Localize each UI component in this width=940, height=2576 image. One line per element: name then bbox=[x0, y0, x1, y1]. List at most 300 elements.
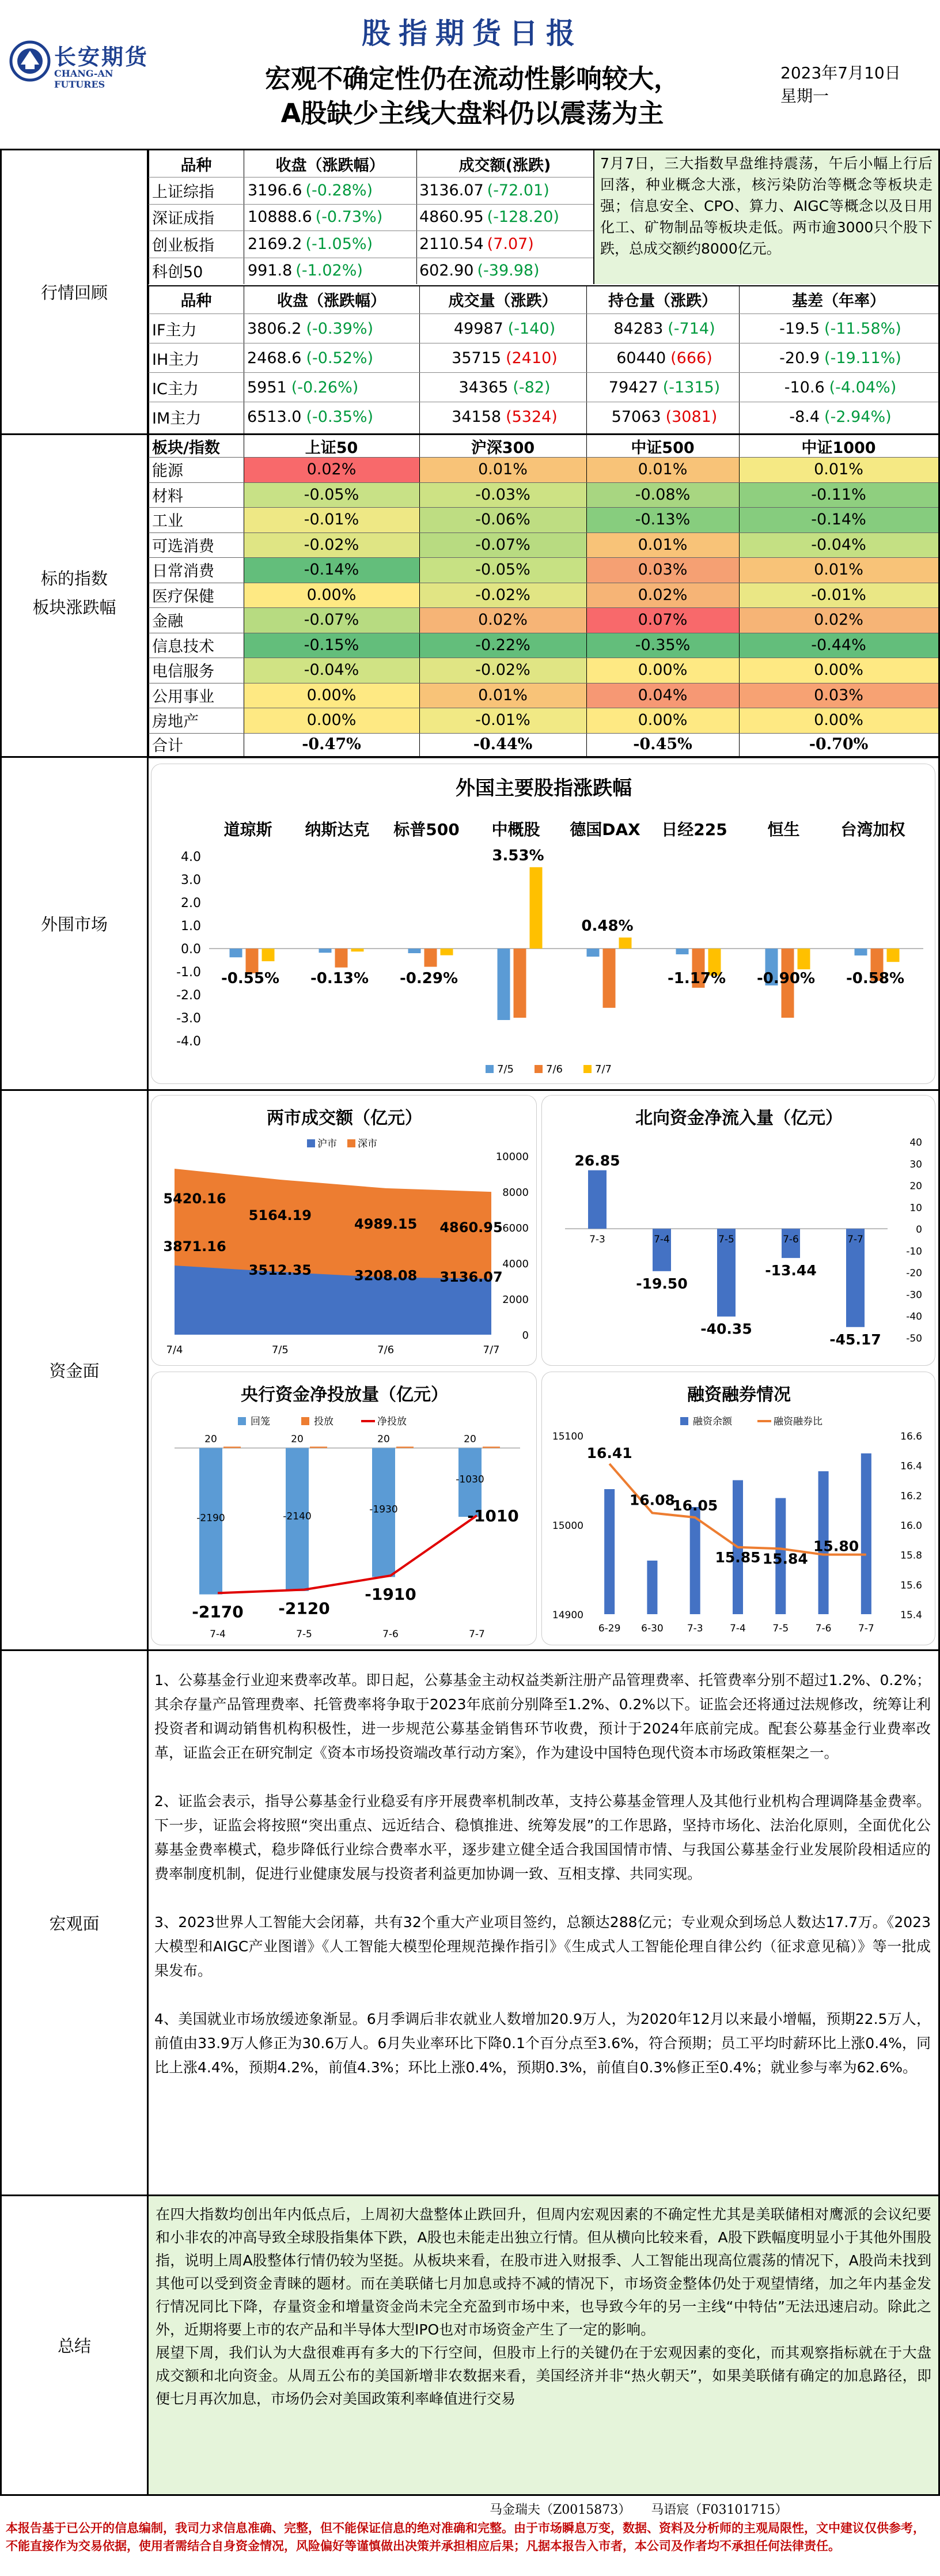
fut-val: -8.4 bbox=[789, 407, 820, 426]
sector-header: 沪深300 bbox=[471, 439, 535, 457]
macro-item-2: 2、证监会表示，指导公募基金行业稳妥有序开展费率机制改革，支持公募基金管理人及其他行业机构合理调降基金费率。下一步，证监会将按照“突出重点、远近结合、稳慎推进、统筹发展”的工作思路，坚持市场化、法治化原则，全面优化公募基金费率模式，稳步降低行业综合费率水平，逐步建立健全适合我国国情市情、与我国公募基金行业发展阶段相适应的费率制度机制，促进行业健康发展与投资者利益更加协调一致、互相支撑、共同实现。 bbox=[154, 1793, 931, 1882]
pb-ret-label: -2140 bbox=[283, 1510, 312, 1523]
sector-cell: 0.00% bbox=[244, 683, 419, 708]
nb-ytick: -40 bbox=[906, 1311, 922, 1323]
mg-bar bbox=[861, 1453, 871, 1614]
nb-ytick: -20 bbox=[906, 1267, 922, 1279]
grid-h bbox=[149, 457, 938, 458]
fut-header: 基差（年率） bbox=[792, 292, 885, 310]
fut-chg: (2410) bbox=[506, 349, 558, 367]
ov-bar bbox=[408, 949, 421, 953]
mg-ytick-right: 16.4 bbox=[900, 1460, 922, 1472]
spot-close-chg: (-0.28%) bbox=[305, 181, 373, 199]
turnover-chart bbox=[151, 1095, 537, 1366]
nb-ytick: -10 bbox=[906, 1245, 922, 1257]
to-ytick: 10000 bbox=[495, 1151, 529, 1163]
fut-chg: (-0.39%) bbox=[306, 319, 374, 338]
sector-name: 日常消费 bbox=[152, 562, 214, 581]
ov-legend-swatch bbox=[583, 1065, 592, 1073]
to-legend-swatch bbox=[307, 1139, 315, 1147]
to-label-sz: 4989.15 bbox=[354, 1215, 418, 1232]
sector-cell: 0.00% bbox=[586, 658, 739, 683]
sector-cell: 0.04% bbox=[586, 683, 739, 708]
spot-name: 创业板指 bbox=[152, 236, 214, 255]
spot-amt-chg: (7.07) bbox=[487, 235, 534, 253]
pb-net-label: -2170 bbox=[192, 1602, 244, 1622]
pb-legend-swatch bbox=[238, 1417, 246, 1425]
spot-h-2: 成交额(涨跌) bbox=[458, 156, 551, 175]
sector-total: -0.47% bbox=[302, 735, 361, 753]
mg-label: 16.05 bbox=[672, 1497, 718, 1514]
grid-v bbox=[419, 285, 420, 433]
ov-bar bbox=[441, 949, 453, 955]
summary-para-2: 展望下周，我们认为大盘很难再有多大的下行空间，但股市上行的关键仍在于宏观因素的变化，而其观察指标就在于大盘成交额和北向资金。从周五公布的美国新增非农数据来看，美国经济并非“热火朝天”，如果美联储有确定的加息路径，即便七月再次加息，市场仍会对美国政策利率峰值进行交易 bbox=[156, 2344, 931, 2407]
fut-val: 34158 bbox=[452, 407, 502, 426]
sector-cell: 0.01% bbox=[586, 532, 739, 558]
pboc-chart-title: 央行资金净投放量（亿元） bbox=[241, 1385, 448, 1405]
fut-cell bbox=[247, 343, 419, 372]
ov-legend-swatch bbox=[486, 1065, 494, 1073]
label-funds: 资金面 bbox=[49, 1361, 100, 1381]
fut-val: 34365 bbox=[458, 378, 509, 396]
mg-xtick: 7-7 bbox=[858, 1623, 874, 1634]
grid-h bbox=[149, 507, 938, 508]
nb-ytick: -50 bbox=[906, 1333, 922, 1344]
fut-cell bbox=[423, 343, 586, 372]
fut-val: -10.6 bbox=[784, 378, 825, 396]
ov-legend-swatch bbox=[535, 1065, 543, 1073]
logo-en: CHANG-AN FUTURES bbox=[54, 68, 113, 90]
fut-val: 49987 bbox=[453, 319, 503, 338]
turnover-chart-plot bbox=[151, 1096, 537, 1366]
ov-label: 3.53% bbox=[492, 847, 544, 864]
sector-cell: -0.01% bbox=[244, 507, 419, 532]
mg-label: 15.80 bbox=[813, 1538, 859, 1555]
mg-ytick-right: 16.0 bbox=[900, 1520, 922, 1532]
sector-cell: -0.14% bbox=[244, 557, 419, 583]
label-summary: 总结 bbox=[57, 2336, 91, 2356]
ov-ytick: 0.0 bbox=[181, 942, 201, 957]
sector-cell: -0.08% bbox=[586, 482, 739, 508]
grid-v bbox=[739, 285, 740, 433]
sector-cell: 0.00% bbox=[244, 708, 419, 733]
fut-name: IH主力 bbox=[152, 350, 200, 369]
spot-amt-val: 3136.07 bbox=[419, 181, 484, 199]
sector-cell: 0.00% bbox=[739, 708, 938, 733]
grid-h bbox=[149, 313, 938, 314]
macro-item-1: 1、公募基金行业迎来费率改革。即日起，公募基金主动权益类新注册产品管理费率、托管费率分别不超过1.2%、0.2%；其余存量产品管理费率、托管费率将争取于2023年底前分别降至1.2%、0.2%以下。证监会还将通过法规修改，统筹让利投资者和调动销售机构积极性，进一步规范公募基金销售环节收费，预计于2024年底前完成。配套公募基金行业费率改革，证监会正在研究制定《资本市场投资端改革行动方案》，作为建设中国特色现代资本市场政策框架之一。 bbox=[154, 1672, 931, 1761]
fut-chg: (-140) bbox=[507, 319, 556, 338]
spot-h-0: 品种 bbox=[180, 156, 212, 175]
sector-cell: -0.02% bbox=[244, 532, 419, 558]
sector-name: 材料 bbox=[152, 487, 183, 505]
authors: 马金瑞夫（Z0015873） 马语宸（F03101715） bbox=[490, 2503, 788, 2517]
fut-cell bbox=[247, 402, 419, 431]
fut-chg: (-0.52%) bbox=[306, 349, 374, 367]
spot-name: 科创50 bbox=[152, 263, 203, 281]
fut-chg: (3081) bbox=[665, 407, 718, 426]
sector-cell: -0.22% bbox=[419, 633, 586, 658]
ov-label: -0.90% bbox=[757, 970, 815, 987]
fut-cell bbox=[742, 373, 938, 402]
mg-label: 15.84 bbox=[762, 1550, 808, 1567]
ov-bar bbox=[676, 949, 689, 954]
fut-header: 成交量（涨跌） bbox=[448, 292, 558, 310]
fut-cell bbox=[423, 402, 586, 431]
nb-label: -45.17 bbox=[829, 1331, 881, 1348]
headline-2: A股缺少主线大盘料仍以震荡为主 bbox=[281, 98, 664, 129]
ov-label: -0.58% bbox=[846, 970, 904, 987]
fut-val: 6513.0 bbox=[247, 407, 302, 426]
sector-cell: -0.03% bbox=[419, 482, 586, 508]
to-label-sh: 3871.16 bbox=[163, 1238, 226, 1255]
sector-cell: -0.01% bbox=[739, 583, 938, 608]
sector-header: 板块/指数 bbox=[152, 439, 220, 457]
sector-cell: 0.01% bbox=[586, 457, 739, 482]
fut-val: -20.9 bbox=[779, 349, 820, 367]
report-weekday: 星期一 bbox=[780, 86, 829, 105]
pb-xtick: 7-5 bbox=[296, 1629, 312, 1640]
pb-legend: 净投放 bbox=[377, 1416, 407, 1427]
ov-ytick: 2.0 bbox=[181, 896, 201, 911]
header bbox=[0, 0, 940, 131]
mg-xtick: 6-29 bbox=[598, 1623, 621, 1634]
spot-amt-val: 4860.95 bbox=[419, 208, 484, 226]
spot-close-chg: (-1.02%) bbox=[295, 262, 363, 279]
fut-cell bbox=[742, 314, 938, 343]
spot-close bbox=[248, 204, 418, 231]
fut-name: IM主力 bbox=[152, 409, 202, 428]
pb-xtick: 7-4 bbox=[210, 1629, 226, 1640]
macro-item-4: 4、美国就业市场放缓迹象渐显。6月季调后非农就业人数增加20.9万人，为2020年12月以来最小增幅，预期22.5万人，前值由33.9万人修正为30.6万人。6月失业率环比下降0.1个百分点至3.6%，符合预期；员工平均时薪环比上涨0.4%，同比上涨4.4%，预期4.2%，前值4.3%；环比上涨0.4%，预期0.3%，前值自0.3%修正至0.4%；就业参与率为62.6%。 bbox=[154, 2011, 931, 2076]
sector-cell: -0.13% bbox=[586, 507, 739, 532]
mg-xtick: 7-4 bbox=[730, 1623, 746, 1634]
mg-ytick-right: 16.2 bbox=[900, 1490, 922, 1502]
sector-name: 信息技术 bbox=[152, 637, 214, 656]
sector-cell: 0.01% bbox=[419, 457, 586, 482]
pb-net-label: -1010 bbox=[467, 1506, 519, 1525]
grid-v bbox=[586, 285, 587, 433]
fut-name: IC主力 bbox=[152, 380, 199, 398]
ov-label: -0.55% bbox=[221, 970, 279, 987]
sector-cell: -0.02% bbox=[419, 583, 586, 608]
mg-ytick-right: 15.6 bbox=[900, 1580, 922, 1592]
mg-bar bbox=[604, 1489, 615, 1614]
ov-category: 日经225 bbox=[661, 820, 727, 839]
sector-name: 能源 bbox=[152, 462, 183, 481]
sector-total: -0.70% bbox=[809, 735, 869, 753]
margin-chart-title: 融资融券情况 bbox=[687, 1385, 791, 1405]
ov-category: 恒生 bbox=[767, 820, 800, 839]
ov-bar bbox=[530, 867, 543, 949]
pb-inj-label: 20 bbox=[377, 1433, 390, 1445]
label-sector-2: 板块涨跌幅 bbox=[32, 598, 116, 617]
sector-cell: -0.01% bbox=[419, 708, 586, 733]
nb-ytick: 10 bbox=[909, 1202, 922, 1214]
pb-bar-inject bbox=[396, 1446, 414, 1448]
fut-cell bbox=[423, 373, 586, 402]
grid-h bbox=[149, 733, 938, 734]
ov-category: 德国DAX bbox=[570, 820, 640, 839]
fut-header: 收盘（涨跌幅） bbox=[277, 292, 386, 310]
sector-cell: 0.01% bbox=[739, 557, 938, 583]
to-label-sh: 3208.08 bbox=[354, 1267, 418, 1284]
sector-cell: -0.06% bbox=[419, 507, 586, 532]
grid-h bbox=[149, 285, 938, 286]
pb-ret-label: -2190 bbox=[196, 1512, 225, 1524]
ov-ytick: -2.0 bbox=[176, 988, 201, 1003]
ov-ytick: -4.0 bbox=[176, 1034, 201, 1049]
mg-xtick: 6-30 bbox=[641, 1623, 664, 1634]
spot-close-val: 2169.2 bbox=[248, 235, 302, 253]
nb-bar bbox=[588, 1170, 607, 1229]
to-ytick: 6000 bbox=[502, 1222, 529, 1234]
nb-ytick: -30 bbox=[906, 1289, 922, 1301]
ov-bar bbox=[262, 949, 275, 961]
to-label-sz: 5164.19 bbox=[248, 1207, 312, 1224]
macro-item-3: 3、2023世界人工智能大会闭幕，共有32个重大产业项目签约，总额达288亿元；专业观众到场总人数达17.7万。《2023大模型和AIGC产业图谱》《人工智能大模型伦理规范操作指引》《生成式人工智能伦理自律公约（征求意见稿）》等一批成果发布。 bbox=[154, 1914, 931, 1979]
fut-val: 79427 bbox=[608, 378, 658, 396]
label-market-review: 行情回顾 bbox=[40, 282, 108, 303]
pb-inj-label: 20 bbox=[204, 1433, 217, 1445]
nb-label: -40.35 bbox=[700, 1320, 752, 1338]
fut-cell bbox=[590, 314, 739, 343]
fut-cell bbox=[423, 314, 586, 343]
to-label-sh: 3136.07 bbox=[439, 1268, 503, 1285]
sector-cell: 0.00% bbox=[586, 708, 739, 733]
sector-name: 房地产 bbox=[152, 713, 199, 731]
nb-ytick: 30 bbox=[909, 1158, 922, 1170]
mg-ytick-right: 16.6 bbox=[900, 1431, 922, 1442]
to-label-sz: 4860.95 bbox=[439, 1219, 503, 1236]
fut-val: -19.5 bbox=[779, 319, 820, 338]
nb-xtick: 7-6 bbox=[783, 1234, 799, 1246]
north-chart-title: 北向资金净流入量（亿元） bbox=[635, 1108, 843, 1128]
sector-cell: 0.02% bbox=[419, 607, 586, 633]
sector-cell: 0.03% bbox=[739, 683, 938, 708]
sector-cell: 0.02% bbox=[586, 583, 739, 608]
nb-xtick: 7-7 bbox=[847, 1234, 863, 1246]
spot-close-val: 991.8 bbox=[248, 262, 293, 279]
turnover-chart-title: 两市成交额（亿元） bbox=[267, 1108, 422, 1128]
fut-chg: (-4.04%) bbox=[829, 378, 897, 396]
commentary-text: 7月7日，三大指数早盘维持震荡，午后小幅上行后回落，种业概念大涨，核污染防治等概念等板块走强；信息安全、CPO、算力、AIGC等概念以及日用化工、矿物制品等板块走低。两市逾3000只个股下跌，总成交额约8000亿元。 bbox=[600, 155, 933, 257]
logo-cn: 长安期货 bbox=[54, 44, 149, 70]
north-chart bbox=[541, 1095, 935, 1366]
ov-legend: 7/6 bbox=[546, 1063, 563, 1075]
summary-para-1: 在四大指数均创出年内低点后，上周初大盘整体止跌回升，但周内宏观因素的不确定性尤其是美联储相对鹰派的会议纪要和小非农的冲高导致全球股指集体下跌，A股也未能走出独立行情。但从横向比较来看，A股下跌幅度明显小于其他外围股指，说明上周A股整体行情仍较为坚挺。从板块来看，在股市进入财报季、人工智能出现高位震荡的情况下，A股尚未找到其他可以受到资金青睐的题材。而在美联储七月加息或持不减的情况下，市场资金整体仍处于观望情绪，加之年内基金发行情况同比下降，存量资金和增量资金尚未完全充盈到市场中来，也导致今年的另一主线“中特估”无法迅速启动。除此之外，近期将要上市的农产品和半导体大型IPO也对市场资金产生了一定的影响。 bbox=[156, 2206, 931, 2338]
sector-cell: 0.01% bbox=[739, 457, 938, 482]
mg-legend: 融资余额 bbox=[693, 1416, 732, 1427]
grid-h bbox=[149, 372, 938, 373]
nb-xtick: 7-4 bbox=[654, 1234, 670, 1246]
nb-ytick: 20 bbox=[909, 1180, 922, 1192]
north-chart-plot bbox=[542, 1096, 936, 1366]
sector-header: 中证1000 bbox=[801, 439, 876, 457]
grid-v bbox=[416, 150, 417, 284]
overseas-chart-title: 外国主要股指涨跌幅 bbox=[456, 777, 632, 800]
spot-amount bbox=[419, 231, 592, 257]
spot-close bbox=[248, 258, 418, 284]
sector-cell: -0.15% bbox=[244, 633, 419, 658]
logo-emblem-icon bbox=[9, 40, 51, 82]
spot-close bbox=[248, 231, 418, 257]
mg-legend: 融资融券比 bbox=[774, 1416, 822, 1427]
sector-cell: 0.02% bbox=[739, 607, 938, 633]
pb-net-line bbox=[218, 1516, 477, 1593]
sector-total: -0.44% bbox=[473, 735, 533, 753]
fut-val: 35715 bbox=[452, 349, 502, 367]
ov-bar bbox=[424, 949, 437, 967]
mg-label: 15.85 bbox=[715, 1548, 761, 1566]
to-label-sh: 3512.35 bbox=[248, 1262, 312, 1279]
fut-val: 57063 bbox=[611, 407, 661, 426]
ov-bar bbox=[887, 949, 900, 962]
pb-bar-inject bbox=[310, 1446, 327, 1448]
ov-category: 台湾加权 bbox=[840, 820, 905, 839]
spot-amt-chg: (-128.20) bbox=[487, 208, 559, 226]
label-sector-1: 标的指数 bbox=[40, 569, 108, 588]
ov-bar bbox=[798, 949, 810, 969]
spot-close-chg: (-1.05%) bbox=[305, 235, 373, 253]
margin-chart-plot bbox=[542, 1372, 936, 1646]
mg-legend-swatch bbox=[680, 1417, 688, 1425]
ov-ytick: 3.0 bbox=[181, 873, 201, 887]
grid-h bbox=[149, 607, 938, 608]
spot-name: 深证成指 bbox=[152, 210, 214, 228]
sector-name: 可选消费 bbox=[152, 537, 214, 556]
ov-bar bbox=[603, 949, 616, 1008]
sector-cell: 0.03% bbox=[586, 557, 739, 583]
fut-header: 持仓量（涨跌） bbox=[608, 292, 717, 310]
fut-cell bbox=[590, 343, 739, 372]
sector-cell: -0.05% bbox=[244, 482, 419, 508]
fut-cell bbox=[590, 402, 739, 431]
ov-category: 纳斯达克 bbox=[305, 820, 370, 839]
fut-val: 5951 bbox=[247, 378, 287, 396]
nb-ytick: 40 bbox=[909, 1137, 922, 1149]
sector-name: 金融 bbox=[152, 613, 183, 631]
spot-amt-val: 602.90 bbox=[419, 262, 474, 279]
spot-amt-chg: (-39.98) bbox=[477, 262, 540, 279]
sector-cell: -0.14% bbox=[739, 507, 938, 532]
sector-cell: -0.07% bbox=[244, 607, 419, 633]
summary-box bbox=[149, 2196, 938, 2494]
nb-label: 26.85 bbox=[574, 1152, 620, 1169]
fut-chg: (-714) bbox=[668, 319, 715, 338]
spot-h-1: 收盘（涨跌幅） bbox=[275, 156, 385, 175]
sector-cell: 0.00% bbox=[739, 658, 938, 683]
to-ytick: 2000 bbox=[502, 1294, 529, 1306]
pb-legend: 回笼 bbox=[251, 1416, 270, 1427]
fut-cell bbox=[742, 343, 938, 372]
spot-amt-val: 2110.54 bbox=[419, 235, 484, 253]
sector-table bbox=[149, 435, 938, 756]
sector-cell: -0.02% bbox=[419, 658, 586, 683]
mg-label: 16.41 bbox=[586, 1445, 632, 1462]
grid-h bbox=[149, 482, 938, 483]
to-xtick: 7/5 bbox=[271, 1344, 289, 1356]
report-date: 2023年7月10日 bbox=[780, 63, 901, 82]
sector-cell: 0.02% bbox=[244, 457, 419, 482]
ov-ytick: 4.0 bbox=[181, 850, 201, 864]
fut-chg: (-1315) bbox=[662, 378, 721, 396]
to-legend-swatch bbox=[347, 1139, 355, 1147]
pb-inj-label: 20 bbox=[464, 1433, 476, 1445]
pb-ret-label: -1030 bbox=[456, 1474, 484, 1486]
spot-table bbox=[149, 150, 593, 284]
fut-name: IF主力 bbox=[152, 321, 197, 339]
spot-amount bbox=[419, 204, 592, 231]
overseas-chart bbox=[151, 764, 935, 1084]
mg-ytick-right: 15.4 bbox=[900, 1610, 922, 1621]
spot-amount bbox=[419, 258, 592, 284]
macro-text bbox=[154, 1668, 931, 2080]
disclaimer: 本报告基于已公开的信息编制，我司力求信息准确、完整，但不能保证信息的绝对准确和完整。由于市场瞬息万变，数据、资料及分析师的主观局限性，文中建议仅供参考，不能直接作为交易依据，使用者需结合自身资金情况，风险偏好等谨慎做出决策并承担相应后果；凡据本报告入市者，本公司及作者均不承担任何法律责任。 bbox=[6, 2521, 925, 2553]
ov-bar bbox=[514, 949, 526, 1018]
ov-ytick: -3.0 bbox=[176, 1011, 201, 1026]
sector-name: 医疗保健 bbox=[152, 587, 214, 606]
ov-bar bbox=[619, 938, 632, 949]
fut-cell bbox=[247, 373, 419, 402]
sector-cell: -0.35% bbox=[586, 633, 739, 658]
ov-legend: 7/7 bbox=[595, 1063, 612, 1075]
mg-ytick-left: 15100 bbox=[552, 1431, 583, 1442]
spot-close bbox=[248, 177, 418, 203]
fut-val: 2468.6 bbox=[247, 349, 302, 367]
spot-close-val: 3196.6 bbox=[248, 181, 302, 199]
ov-label: -1.17% bbox=[668, 970, 726, 987]
sector-cell: -0.44% bbox=[739, 633, 938, 658]
fut-chg: (-19.11%) bbox=[824, 349, 901, 367]
spot-close-val: 10888.6 bbox=[248, 208, 312, 226]
fut-chg: (666) bbox=[670, 349, 712, 367]
ov-legend: 7/5 bbox=[497, 1063, 514, 1075]
nb-xtick: 7-3 bbox=[589, 1234, 605, 1246]
pb-xtick: 7-7 bbox=[469, 1629, 485, 1640]
mg-bar bbox=[647, 1561, 657, 1614]
nb-ytick: 0 bbox=[916, 1224, 922, 1236]
pboc-chart-plot bbox=[151, 1372, 537, 1646]
ov-bar bbox=[230, 949, 242, 957]
to-ytick: 8000 bbox=[502, 1187, 529, 1199]
fut-chg: (-82) bbox=[513, 378, 551, 396]
to-ytick: 4000 bbox=[502, 1258, 529, 1270]
fut-val: 60440 bbox=[616, 349, 666, 367]
sector-name: 电信服务 bbox=[152, 663, 214, 681]
spot-commentary bbox=[593, 150, 938, 284]
grid-h bbox=[149, 557, 938, 558]
ov-ytick: -1.0 bbox=[176, 965, 201, 980]
pb-ret-label: -1930 bbox=[369, 1504, 398, 1516]
ov-category: 中概股 bbox=[491, 820, 540, 839]
sector-cell: -0.07% bbox=[419, 532, 586, 558]
sector-header: 中证500 bbox=[631, 439, 695, 457]
ov-category: 道琼斯 bbox=[223, 820, 272, 839]
spot-close-chg: (-0.73%) bbox=[315, 208, 383, 226]
ov-ytick: 1.0 bbox=[181, 919, 201, 934]
fut-header: 品种 bbox=[180, 292, 212, 310]
fut-chg: (-11.58%) bbox=[824, 319, 901, 338]
nb-label: -19.50 bbox=[636, 1275, 688, 1292]
pb-legend: 投放 bbox=[314, 1416, 333, 1427]
fut-cell bbox=[742, 402, 938, 431]
ov-bar bbox=[319, 949, 332, 953]
pb-legend-swatch bbox=[301, 1417, 309, 1425]
sector-total: -0.45% bbox=[633, 735, 692, 753]
sector-total-name: 合计 bbox=[152, 737, 183, 755]
fut-chg: (-2.94%) bbox=[824, 407, 892, 426]
